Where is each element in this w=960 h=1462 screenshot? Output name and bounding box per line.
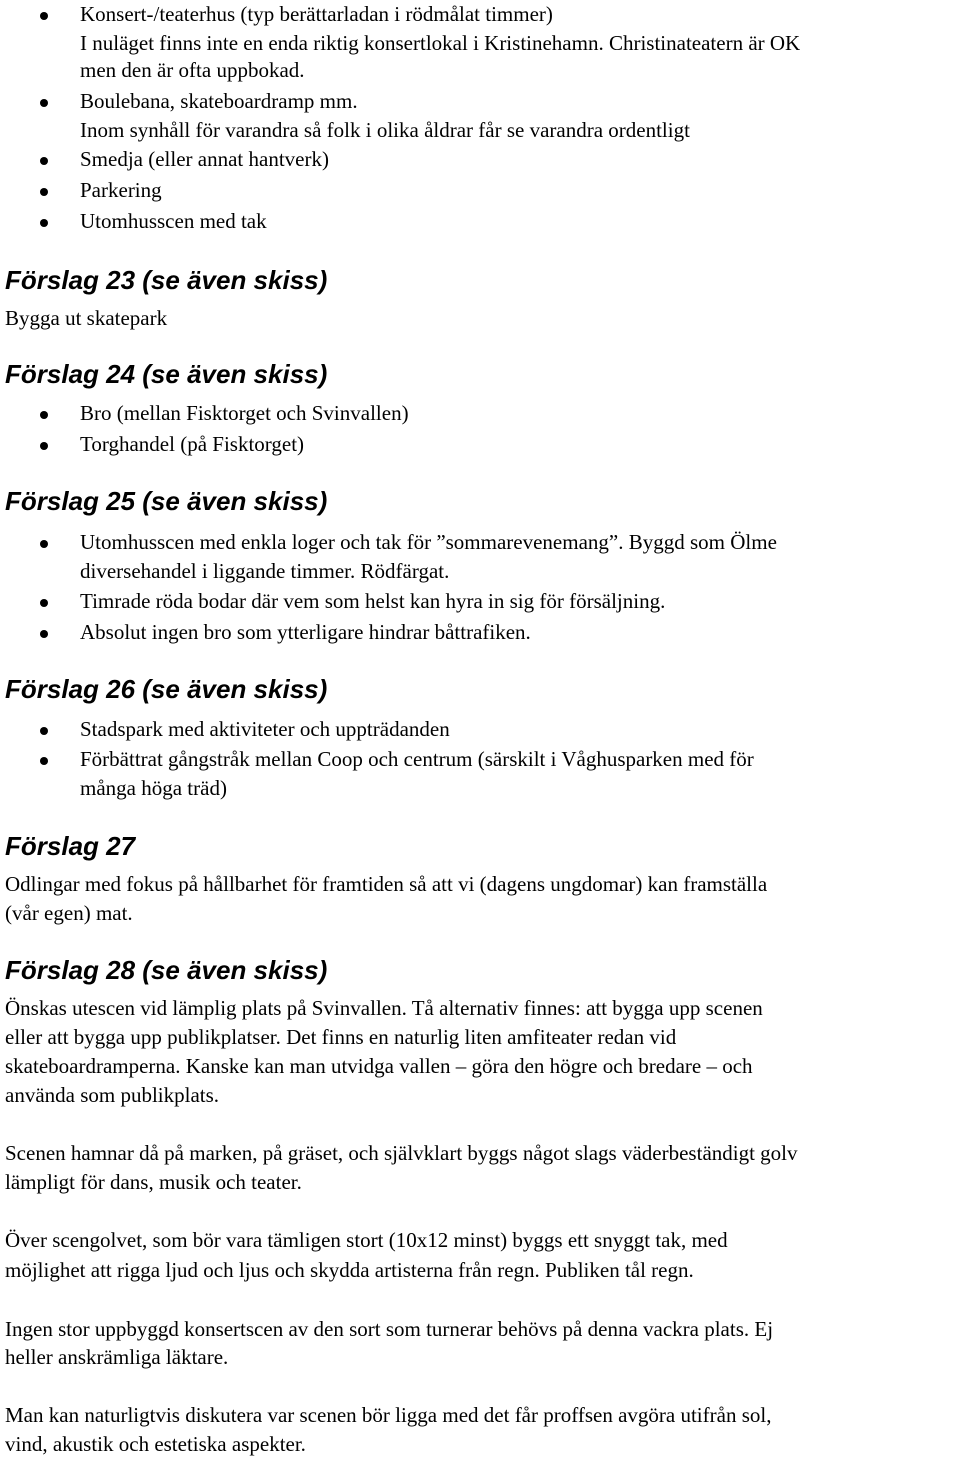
bullet-icon bbox=[40, 599, 48, 607]
section-heading: Förslag 25 (se även skiss) bbox=[5, 486, 328, 516]
bullet-icon bbox=[40, 727, 48, 735]
bullet-icon bbox=[40, 157, 48, 165]
list-item-line: diversehandel i liggande timmer. Rödfärgat. bbox=[80, 559, 450, 583]
list-item-line: I nuläget finns inte en enda riktig konsertlokal i Kristinehamn. Christinateatern är OK bbox=[80, 31, 801, 55]
paragraph-line: Man kan naturligtvis diskutera var scenen bör ligga med det får proffsen avgöra utifrån sol, bbox=[5, 1403, 772, 1427]
paragraph-line: Önskas utescen vid lämplig plats på Svinvallen. Tå alternativ finnes: att bygga upp scenen bbox=[5, 996, 763, 1020]
list-item-line: Utomhusscen med tak bbox=[80, 209, 267, 233]
list-item-line: Stadspark med aktiviteter och uppträdanden bbox=[80, 717, 450, 741]
section-heading: Förslag 23 (se även skiss) bbox=[5, 265, 328, 295]
section-heading: Förslag 26 (se även skiss) bbox=[5, 674, 328, 704]
bullet-icon bbox=[40, 540, 48, 548]
list-item-line: många höga träd) bbox=[80, 776, 227, 800]
list-item-line: Konsert-/teaterhus (typ berättarladan i rödmålat timmer) bbox=[80, 2, 553, 26]
section-heading: Förslag 28 (se även skiss) bbox=[5, 955, 328, 985]
paragraph-line: Över scengolvet, som bör vara tämligen stort (10x12 minst) byggs ett snyggt tak, med bbox=[5, 1228, 728, 1252]
list-item-line: Förbättrat gångstråk mellan Coop och centrum (särskilt i Våghusparken med för bbox=[80, 747, 754, 771]
list-item-line: Inom synhåll för varandra så folk i olika åldrar får se varandra ordentligt bbox=[80, 118, 690, 142]
paragraph-line: möjlighet att rigga ljud och ljus och skydda artisterna från regn. Publiken tål regn. bbox=[5, 1258, 694, 1282]
list-item-line: Timrade röda bodar där vem som helst kan hyra in sig för försäljning. bbox=[80, 589, 666, 613]
list-item-line: Smedja (eller annat hantverk) bbox=[80, 147, 329, 171]
paragraph-line: (vår egen) mat. bbox=[5, 901, 133, 925]
bullet-icon bbox=[40, 99, 48, 107]
paragraph-line: skateboardramperna. Kanske kan man utvidga vallen – göra den högre och bredare – och bbox=[5, 1054, 753, 1078]
bullet-icon bbox=[40, 630, 48, 638]
paragraph-line: lämpligt för dans, musik och teater. bbox=[5, 1170, 302, 1194]
section-heading: Förslag 24 (se även skiss) bbox=[5, 359, 328, 389]
bullet-icon bbox=[40, 757, 48, 765]
bullet-icon bbox=[40, 219, 48, 227]
paragraph-line: Ingen stor uppbyggd konsertscen av den sort som turnerar behövs på denna vackra plats. Ej bbox=[5, 1317, 774, 1341]
list-item-line: Torghandel (på Fisktorget) bbox=[80, 432, 305, 456]
paragraph-line: använda som publikplats. bbox=[5, 1083, 220, 1107]
paragraph-line: heller anskrämliga läktare. bbox=[5, 1345, 229, 1369]
paragraph-line: Bygga ut skatepark bbox=[5, 306, 168, 330]
list-item-line: Absolut ingen bro som ytterligare hindrar båttrafiken. bbox=[80, 620, 531, 644]
bullet-icon bbox=[40, 442, 48, 450]
section-heading: Förslag 27 bbox=[5, 831, 136, 861]
list-item-line: Utomhusscen med enkla loger och tak för ”sommarevenemang”. Byggd som Ölme bbox=[80, 530, 777, 554]
paragraph-line: eller att bygga upp publikplatser. Det finns en naturlig liten amfiteater redan vid bbox=[5, 1025, 677, 1049]
list-item-line: Parkering bbox=[80, 178, 162, 202]
paragraph-line: Scenen hamnar då på marken, på gräset, och självklart byggs något slags väderbeständigt golv bbox=[5, 1141, 798, 1165]
bullet-icon bbox=[40, 411, 48, 419]
paragraph-line: Odlingar med fokus på hållbarhet för framtiden så att vi (dagens ungdomar) kan framställa bbox=[5, 872, 768, 896]
paragraph-line: vind, akustik och estetiska aspekter. bbox=[5, 1432, 306, 1456]
bullet-icon bbox=[40, 12, 48, 20]
bullet-icon bbox=[40, 188, 48, 196]
list-item-line: Boulebana, skateboardramp mm. bbox=[80, 89, 358, 113]
list-item-line: Bro (mellan Fisktorget och Svinvallen) bbox=[80, 401, 409, 425]
list-item-line: men den är ofta uppbokad. bbox=[80, 58, 305, 82]
